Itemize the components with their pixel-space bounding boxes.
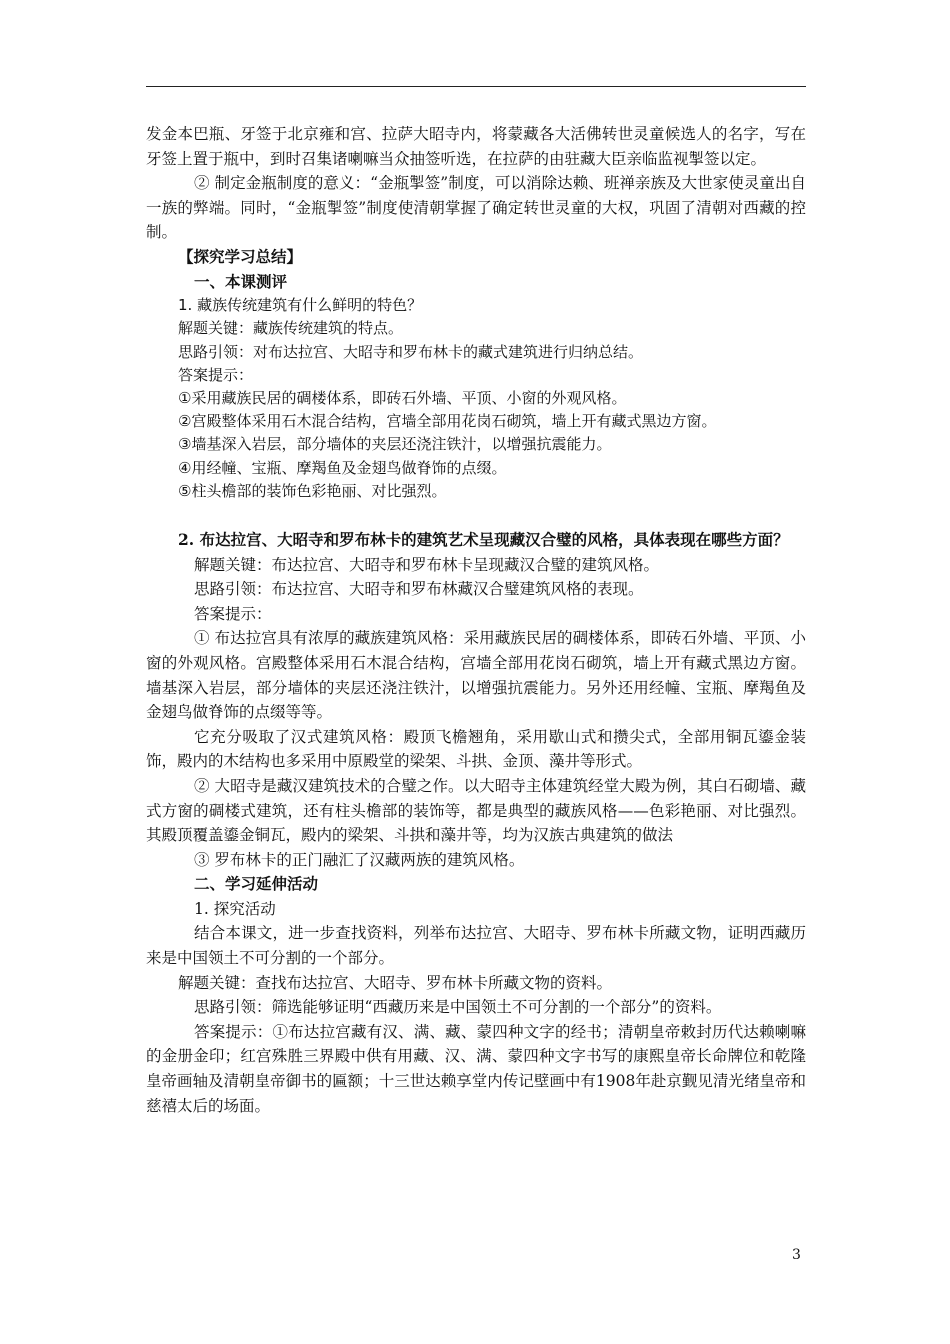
header-rule — [146, 86, 806, 87]
paragraph: 二、学习延伸活动 — [194, 874, 319, 894]
paragraph: ② 制定金瓶制度的意义：“金瓶掣签”制度，可以消除达赖、班禅亲族及大世家使灵童出自一族的弊端。同时，“金瓶掣签”制度使清朝掌握了确定转世灵童的大权，巩固了清朝对西藏的控制。 — [146, 174, 806, 242]
paragraph: 结合本课文，进一步查找资料，列举布达拉宫、大昭寺、罗布林卡所藏文物，证明西藏历来是中国领土不可分割的一个部分。 — [146, 924, 806, 968]
page-number: 3 — [792, 1247, 801, 1263]
paragraph: 答案提示：①布达拉宫藏有汉、满、藏、蒙四种文字的经书；清朝皇帝敕封历代达赖喇嘛的金册金印；红宫殊胜三界殿中供有用藏、汉、满、蒙四种文字书写的康熙皇帝长命牌位和乾隆皇帝画轴及清朝皇帝御书的匾额；十三世达赖享堂内传记壁画中有1908年赴京觐见清光绪皇帝和慈禧太后的场面。 — [146, 1022, 806, 1115]
paragraph: 解题关键：布达拉宫、大昭寺和罗布林卡呈现藏汉合璧的建筑风格。 — [194, 555, 660, 574]
paragraph: ③墙基深入岩层，部分墙体的夹层还浇注铁汁，以增强抗震能力。 — [178, 435, 612, 454]
paragraph: ② 大昭寺是藏汉建筑技术的合璧之作。以大昭寺主体建筑经堂大殿为例，其白石砌墙、藏式方窗的碉楼式建筑，还有柱头檐部的装饰等，都是典型的藏族风格——色彩艳丽、对比强烈。其殿顶覆盖鎏金铜瓦，殿内的梁架、斗拱和藻井等，均为汉族古典建筑的做法 — [146, 776, 806, 845]
paragraph: 发金本巴瓶、牙签于北京雍和宫、拉萨大昭寺内，将蒙藏各大活佛转世灵童候选人的名字，写在牙签上置于瓶中，到时召集诸喇嘛当众抽签听选，在拉萨的由驻藏大臣亲临监视掣签以定。 — [146, 125, 806, 168]
paragraph: 思路引领：布达拉宫、大昭寺和罗布林藏汉合璧建筑风格的表现。 — [194, 580, 644, 599]
blank-line — [146, 503, 806, 528]
paragraph: ①采用藏族民居的碉楼体系，即砖石外墙、平顶、小窗的外观风格。 — [178, 388, 627, 407]
paragraph: 思路引领：对布达拉宫、大昭寺和罗布林卡的藏式建筑进行归纳总结。 — [178, 342, 644, 361]
paragraph: ②宫殿整体采用石木混合结构，宫墙全部用花岗石砌筑，墙上开有藏式黑边方窗。 — [178, 412, 717, 431]
paragraph: ④用经幢、宝瓶、摩羯鱼及金翅鸟做脊饰的点缀。 — [178, 458, 507, 477]
paragraph: 【探究学习总结】 — [178, 246, 303, 266]
paragraph: 解题关键：查找布达拉宫、大昭寺、罗布林卡所藏文物的资料。 — [178, 973, 613, 992]
paragraph: 1. 藏族传统建筑有什么鲜明的特色？ — [178, 296, 423, 315]
paragraph: 解题关键：藏族传统建筑的特点。 — [178, 319, 404, 338]
paragraph: 答案提示： — [194, 604, 272, 623]
paragraph: ③ 罗布林卡的正门融汇了汉藏两族的建筑风格。 — [194, 850, 525, 869]
paragraph: 1. 探究活动 — [194, 899, 276, 918]
paragraph: 它充分吸取了汉式建筑风格：殿顶飞檐翘角，采用歇山式和攒尖式，全部用铜瓦鎏金装饰，殿内的木结构也多采用中原殿堂的梁架、斗拱、金顶、藻井等形式。 — [146, 727, 806, 771]
paragraph: 2. 布达拉宫、大昭寺和罗布林卡的建筑艺术呈现藏汉合璧的风格，具体表现在哪些方面？ — [178, 529, 789, 549]
paragraph: 思路引领：筛选能够证明“西藏历来是中国领土不可分割的一个部分”的资料。 — [194, 998, 722, 1017]
paragraph: ① 布达拉宫具有浓厚的藏族建筑风格：采用藏族民居的碉楼体系，即砖石外墙、平顶、小窗的外观风格。宫殿整体采用石木混合结构，宫墙全部用花岗石砌筑，墙上开有藏式黑边方窗。墙基深入岩层，部分墙体的夹层还浇注铁汁，以增强抗震能力。另外还用经幢、宝瓶、摩羯鱼及金翅鸟做脊饰的点缀等等。 — [146, 629, 806, 722]
paragraph: 一、本课测评 — [194, 271, 288, 291]
paragraph: 答案提示： — [178, 365, 254, 384]
document-body — [146, 122, 806, 1118]
paragraph: ⑤柱头檐部的装饰色彩艳丽、对比强烈。 — [178, 481, 447, 500]
